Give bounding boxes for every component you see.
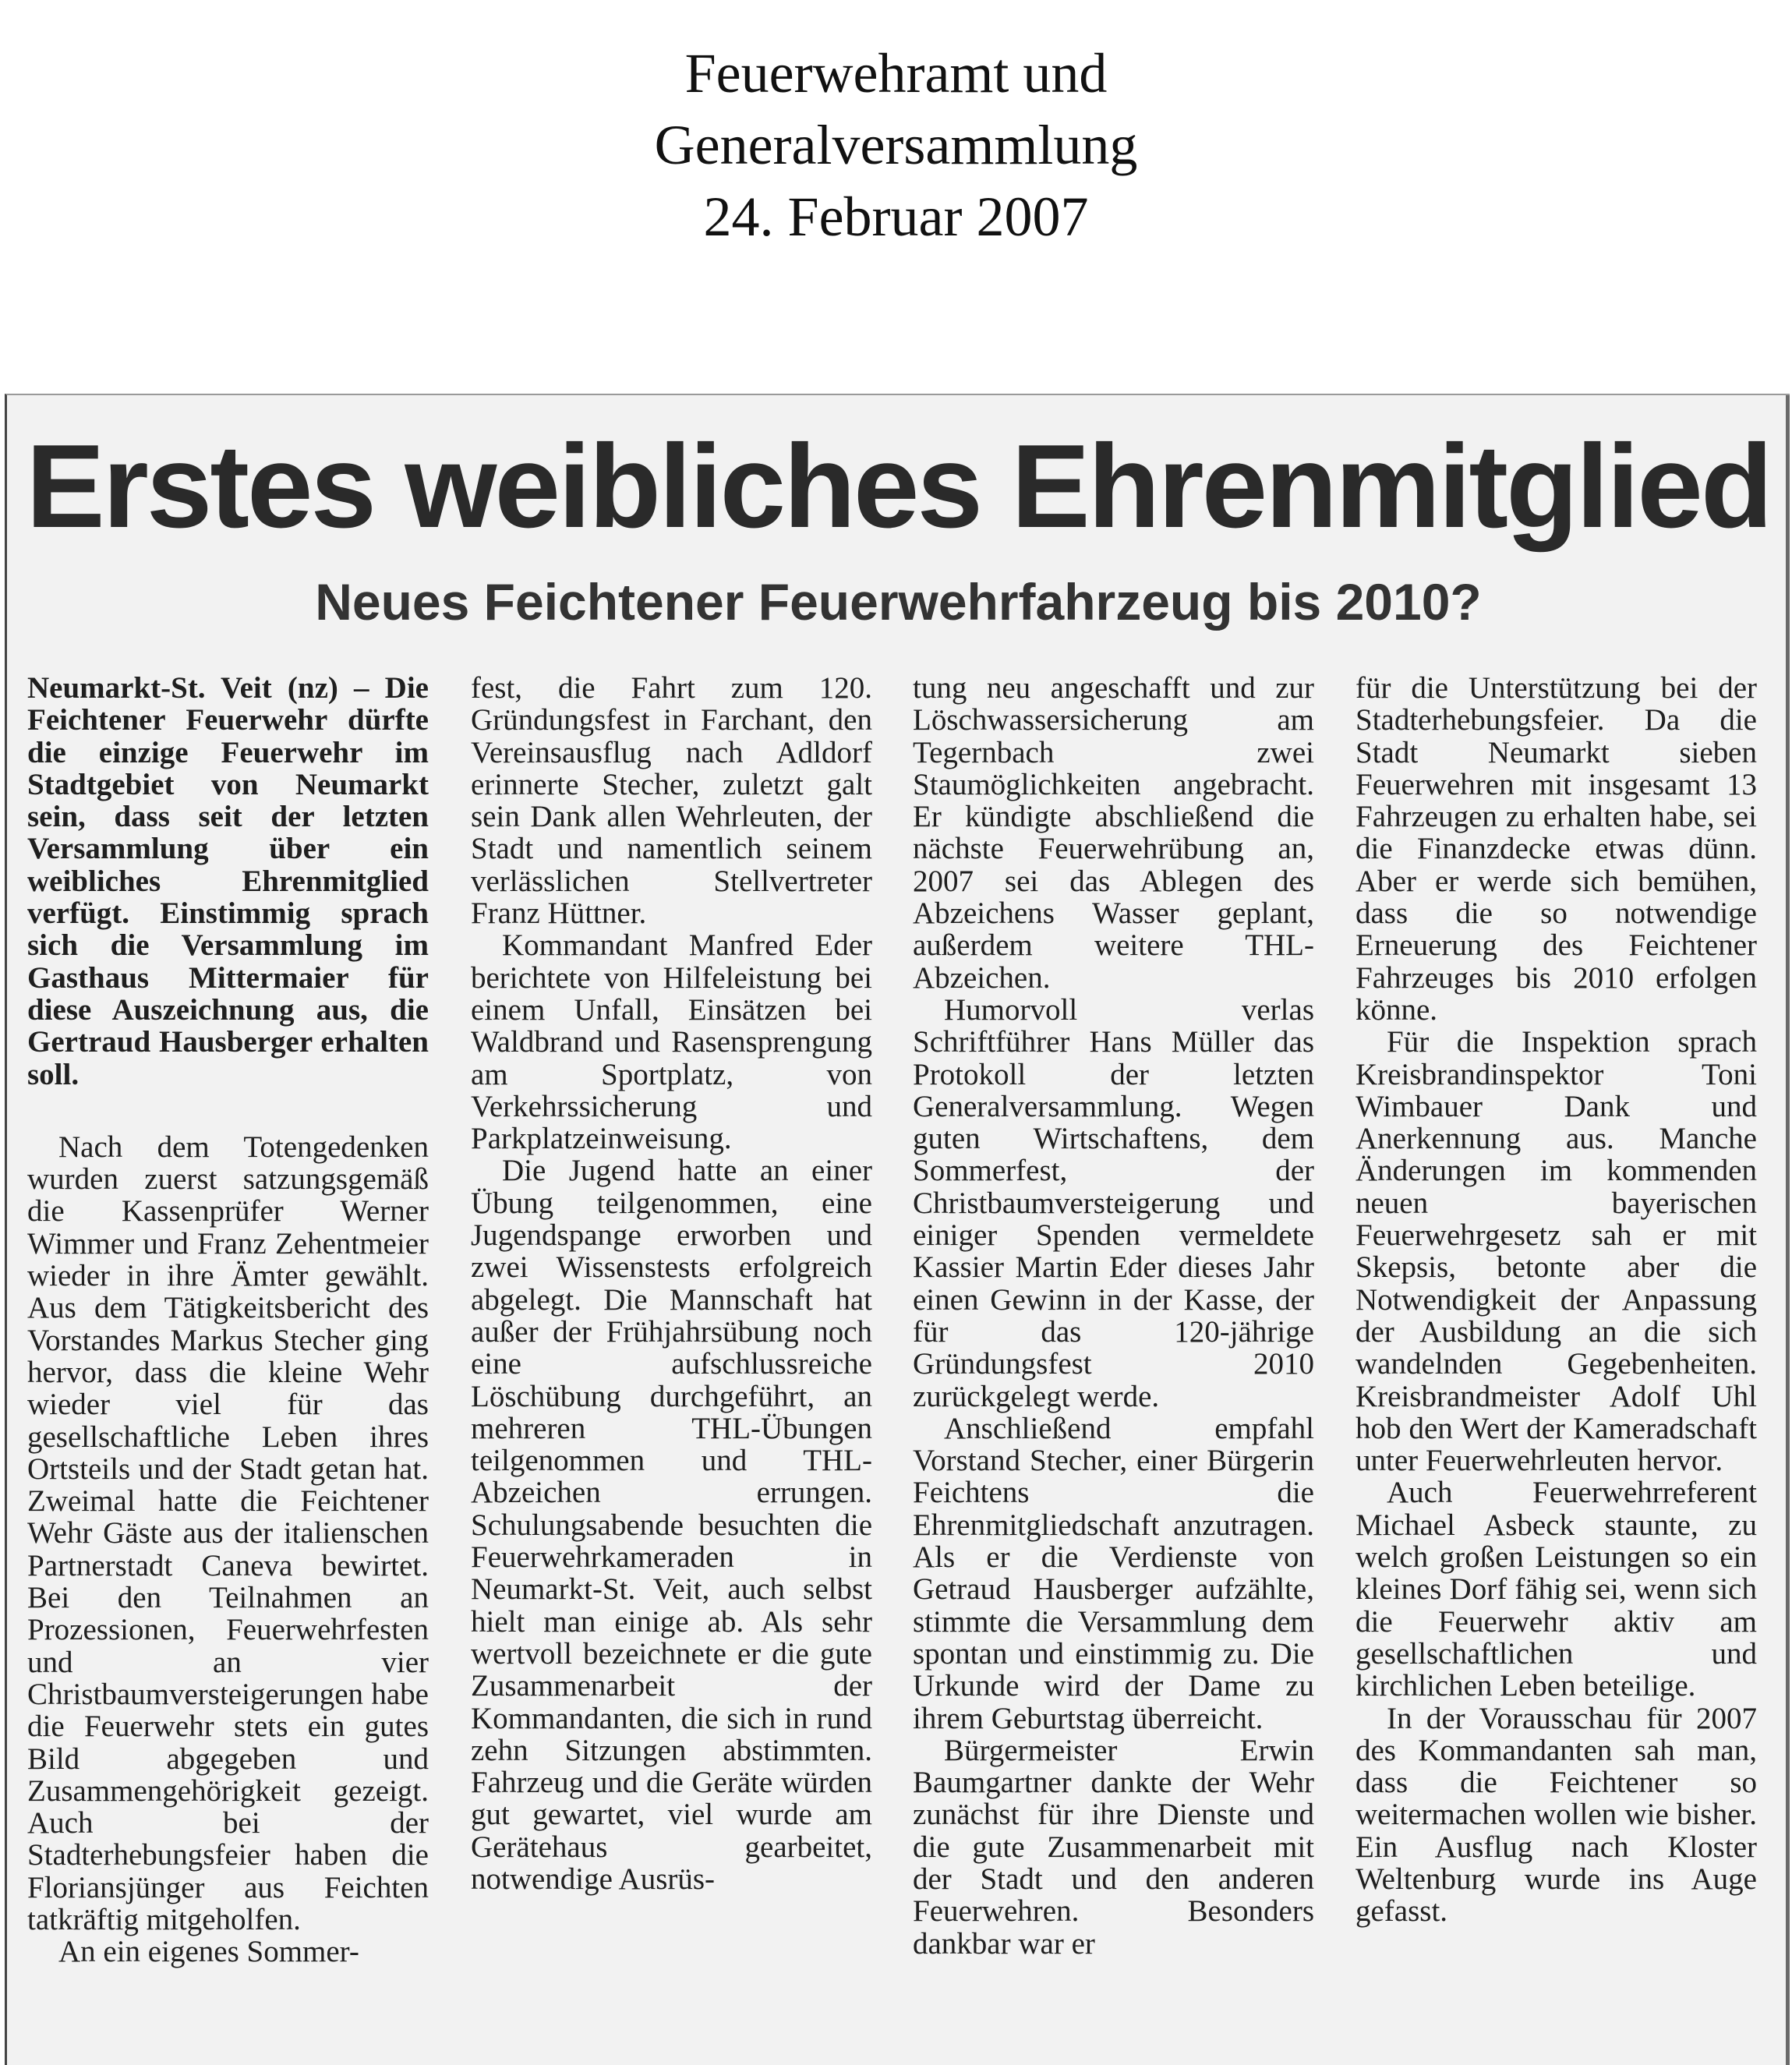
article-column-3 xyxy=(913,672,1314,1960)
article-lead-paragraph: Neumarkt-St. Veit (nz) – Die Feichtener Feuerwehr dürfte die einzige Feuerwehr im Stadtgebiet von Neumarkt sein, dass seit der letzten Versammlung über ein weibliches Ehrenmitglied verfügt. Einstimmig sprach sich die Versammlung im Gasthaus Mittermaier für diese Auszeichnung aus, die Gertraud Hausberger erhalten soll. xyxy=(27,671,429,1091)
article-paragraph: fest, die Fahrt zum 120. Gründungsfest in Farchant, den Vereinsausflug nach Adldorf erinnerte Stecher, zuletzt galt sein Dank allen Wehrleuten, der Stadt und namentlich seinem verlässlichen Stellvertreter Franz Hüttner. xyxy=(471,671,872,931)
article-paragraph: Bürgermeister Erwin Baumgartner dankte der Wehr zunächst für ihre Dienste und die gute Zusammenarbeit mit der Stadt und den anderen Feuerwehren. Besonders dankbar war er xyxy=(913,1733,1314,1961)
header-line-1: Feuerwehramt und xyxy=(684,42,1108,104)
article-paragraph: In der Vorausschau für 2007 des Kommandanten sah man, dass die Feichtener so weitermachen wollen wie bisher. Ein Ausflug nach Kloster Weltenburg wurde ins Auge gefasst. xyxy=(1355,1701,1757,1929)
article-column-1 xyxy=(27,672,429,1968)
article-paragraph: Anschließend empfahl Vorstand Stecher, einer Bürgerin Feichtens die Ehrenmitgliedschaft anzutragen. Als er die Verdienste von Getraud Hausberger aufzählte, stimmte die Versammlung dem spontan und einstimmig zu. Die Urkunde wird der Dame zu ihrem Geburtstag überreicht. xyxy=(913,1411,1314,1735)
newspaper-clipping xyxy=(5,394,1790,2065)
article-paragraph: Nach dem Totengedenken wurden zuerst satzungsgemäß die Kassenprüfer Werner Wimmer und Franz Zehentmeier wieder in ihre Ämter gewählt. Aus dem Tätigkeitsbericht des Vorstandes Markus Stecher ging hervor, dass die kleine Wehr wieder viel für das gesellschaftliche Leben ihres Ortsteils und der Stadt getan hat. Zweimal hatte die Feichtener Wehr Gäste aus der italienschen Partnerstadt Caneva bewirtet. Bei den Teilnahmen an Prozessionen, Feuerwehrfesten und an vier Christbaumversteigerungen habe die Feuerwehr stets ein gutes Bild abgegeben und Zusammengehörigkeit gezeigt. Auch bei der Stadterhebungsfeier haben die Floriansjünger aus Feichten tatkräftig mitgeholfen. xyxy=(27,1130,429,1936)
article-paragraph: Humorvoll verlas Schriftführer Hans Müller das Protokoll der letzten Generalversammlung. Wegen guten Wirtschaftens, dem Sommerfest, der Christbaumversteigerung und einiger Spenden vermeldete Kassier Martin Eder dieses Jahr einen Gewinn in der Kasse, der für das 120-jährige Gründungsfest 2010 zurückgelegt werde. xyxy=(913,992,1314,1413)
article-paragraph: tung neu angeschafft und zur Löschwassersicherung am Tegernbach zwei Staumöglichkeiten angebracht. Er kündigte abschließend die nächste Feuerwehrübung an, 2007 sei das Ablegen des Abzeichens Wasser geplant, außerdem weitere THL-Abzeichen. xyxy=(913,671,1314,995)
article-paragraph: Für die Inspektion sprach Kreisbrandinspektor Toni Wimbauer Dank und Anerkennung aus. Manche Änderungen im kommenden neuen bayerischen Feuerwehrgesetz sah er mit Skepsis, betonte aber die Notwendigkeit der Anpassung der Ausbildung an die sich wandelnden Gegebenheiten. Kreisbrandmeister Adolf Uhl hob den Wert der Kameradschaft unter Feuerwehrleuten hervor. xyxy=(1355,1025,1757,1478)
article-paragraph: Kommandant Manfred Eder berichtete von Hilfeleistung bei einem Unfall, Einsätzen bei Waldbrand und Rasensprengung am Sportplatz, von Verkehrssicherung und Parkplatzeinweisung. xyxy=(471,928,872,1156)
article-paragraph: Auch Feuerwehrreferent Michael Asbeck staunte, zu welch großen Leistungen so ein kleines Dorf fähig sei, wenn sich die Feuerwehr aktiv am gesellschaftlichen und kirchlichen Leben beteilige. xyxy=(1355,1476,1757,1703)
article-column-2 xyxy=(471,672,872,1895)
page-header xyxy=(0,37,1792,253)
article-paragraph: Die Jugend hatte an einer Übung teilgenommen, eine Jugendspange erworben und zwei Wissenstests erfolgreich abgelegt. Die Mannschaft hat außer der Frühjahrsübung noch eine aufschlussreiche Löschübung durchgeführt, an mehreren THL-Übungen teilgenommen und THL-Abzeichen errungen. Schulungsabende besuchten die Feuerwehrkameraden in Neumarkt-St. Veit, auch selbst hielt man einige ab. Als sehr wertvoll bezeichnete er die gute Zusammenarbeit der Kommandanten, die sich in rund zehn Sitzungen abstimmten. Fahrzeug und die Geräte würden gut gewartet, viel wurde am Gerätehaus gearbeitet, notwendige Ausrüs- xyxy=(471,1154,872,1896)
header-line-2: Generalversammlung xyxy=(654,114,1138,176)
article-paragraph: An ein eigenes Sommer- xyxy=(58,1935,359,1969)
article-subheadline: Neues Feichtener Feuerwehrfahrzeug bis 2010? xyxy=(315,573,1482,631)
article-column-4 xyxy=(1355,672,1757,1928)
article-paragraph: für die Unterstützung bei der Stadterhebungsfeier. Da die Stadt Neumarkt sieben Feuerwehren mit insgesamt 13 Fahrzeugen zu erhalten habe, sei die Finanzdecke etwas dünn. Aber er werde sich bemühen, dass die so notwendige Erneuerung des Feichtener Fahrzeuges bis 2010 erfolgen könne. xyxy=(1355,671,1757,1027)
header-line-3-date: 24. Februar 2007 xyxy=(703,186,1089,248)
article-headline: Erstes weibliches Ehrenmitglied xyxy=(26,420,1771,553)
